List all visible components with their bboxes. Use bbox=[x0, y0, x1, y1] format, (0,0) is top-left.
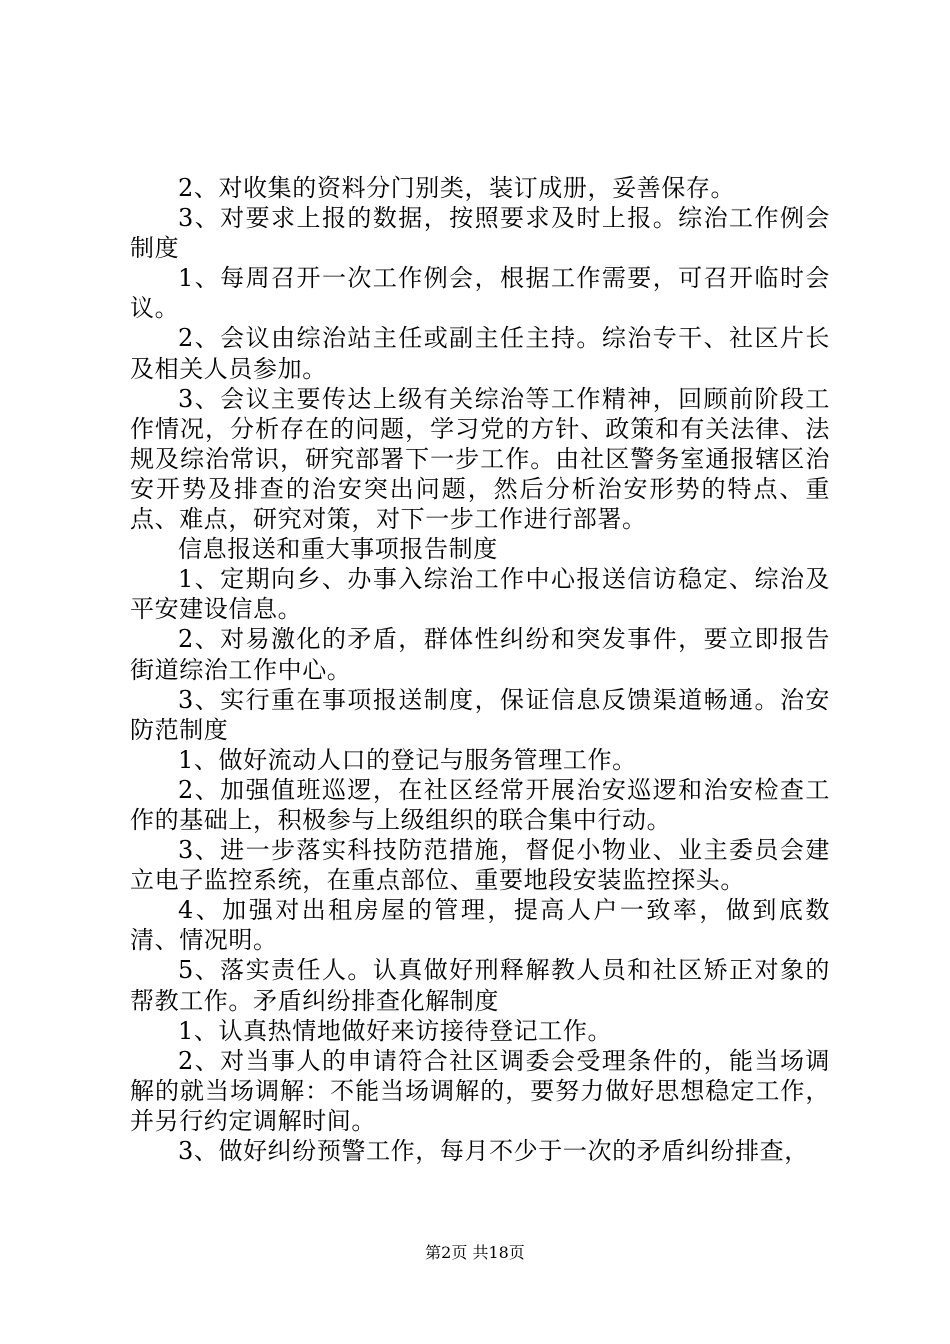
page-number-footer: 第2页 共18页 bbox=[425, 1243, 525, 1262]
paragraph: 3、会议主要传达上级有关综治等工作精神，回顾前阶段工作情况，分析存在的问题，学习党的方针、政策和有关法律、法规及综治常识，研究部署下一步工作。由社区警务室通报辖区治安开势及排查的治安突出问题，然后分析治安形势的特点、重点、难点，研究对策，对下一步工作进行部署。 bbox=[130, 384, 830, 534]
paragraph: 1、认真热情地做好来访接待登记工作。 bbox=[178, 1016, 613, 1045]
section-heading: 信息报送和重大事项报告制度 bbox=[178, 535, 498, 564]
paragraph: 2、对当事人的申请符合社区调委会受理条件的，能当场调解的就当场调解：不能当场调解的，要努力做好思想稳定工作，并另行约定调解时间。 bbox=[130, 1046, 830, 1135]
paragraph: 2、对收集的资料分门别类，装订成册，妥善保存。 bbox=[178, 174, 736, 202]
document-body bbox=[130, 173, 830, 1166]
paragraph: 4、加强对出租房屋的管理，提高人户一致率，做到底数清、情况明。 bbox=[130, 896, 830, 955]
paragraph: 1、做好流动人口的登记与服务管理工作。 bbox=[178, 745, 637, 774]
paragraph: 1、每周召开一次工作例会，根据工作需要，可召开临时会议。 bbox=[130, 264, 830, 323]
paragraph: 3、进一步落实科技防范措施，督促小物业、业主委员会建立电子监控系统，在重点部位、重要地段安装监控探头。 bbox=[130, 836, 830, 895]
paragraph: 3、做好纠纷预警工作，每月不少于一次的矛盾纠纷排查， bbox=[178, 1137, 809, 1165]
paragraph: 5、落实责任人。认真做好刑释解教人员和社区矫正对象的帮教工作。矛盾纠纷排查化解制度 bbox=[130, 956, 830, 1015]
paragraph: 3、实行重在事项报送制度，保证信息反馈渠道畅通。治安防范制度 bbox=[130, 685, 830, 744]
paragraph: 2、加强值班巡逻，在社区经常开展治安巡逻和治安检查工作的基础上，积极参与上级组织的联合集中行动。 bbox=[130, 775, 830, 834]
paragraph: 1、定期向乡、办事入综治工作中心报送信访稳定、综治及平安建设信息。 bbox=[130, 565, 830, 624]
paragraph: 2、会议由综治站主任或副主任主持。综治专干、社区片长及相关人员参加。 bbox=[130, 324, 830, 383]
paragraph: 3、对要求上报的数据，按照要求及时上报。综治工作例会制度 bbox=[130, 204, 830, 263]
paragraph: 2、对易激化的矛盾，群体性纠纷和突发事件，要立即报告街道综治工作中心。 bbox=[130, 625, 830, 684]
